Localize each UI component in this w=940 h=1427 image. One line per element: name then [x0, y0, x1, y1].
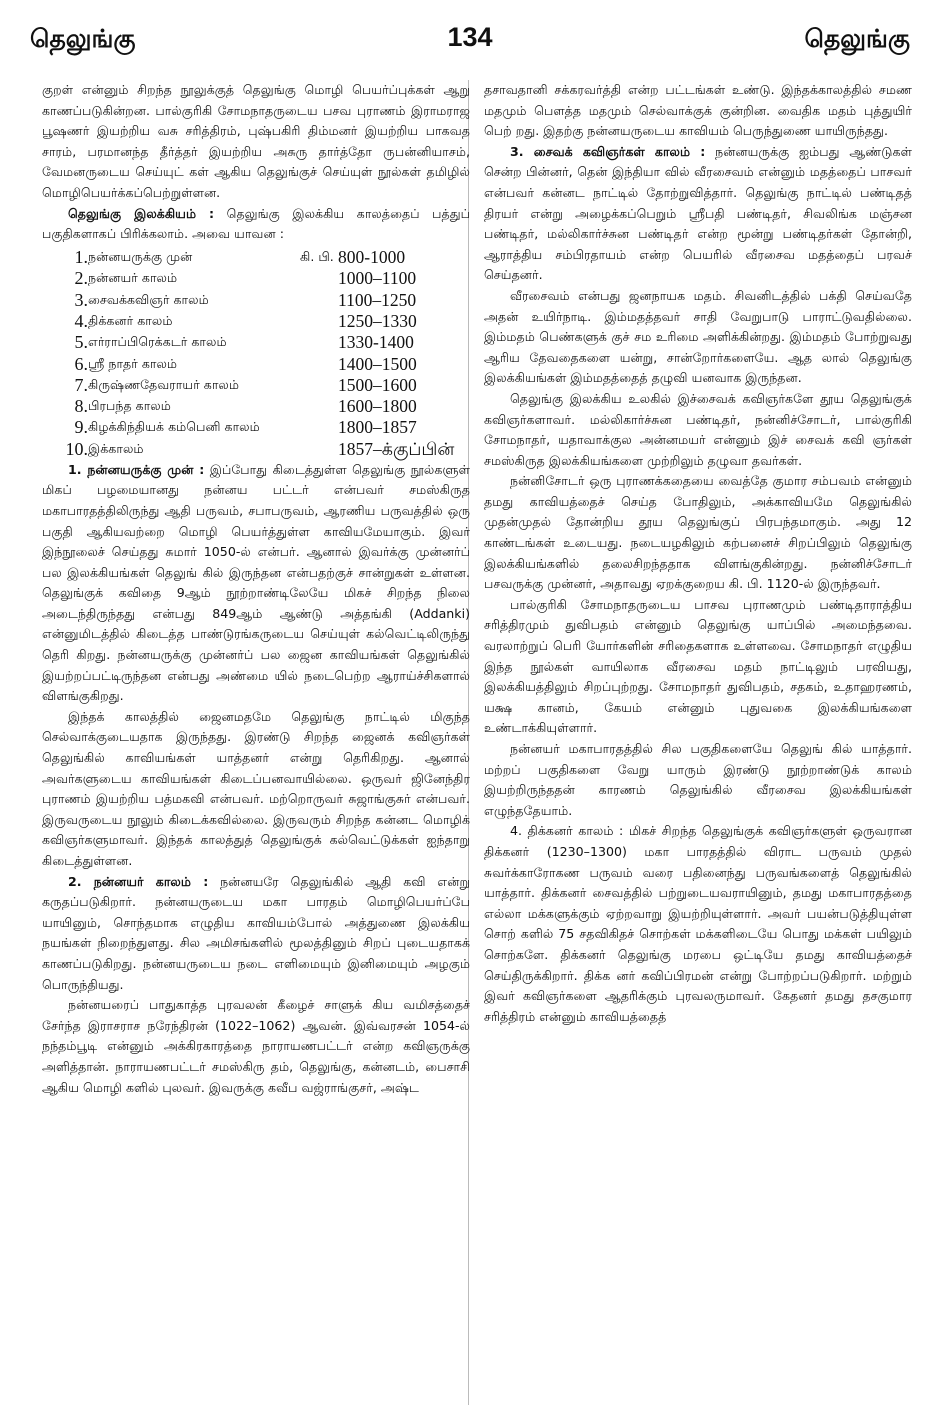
paragraph-lead: 1. நன்னயருக்கு முன் :	[68, 461, 205, 477]
period-row	[64, 268, 464, 289]
paragraph-jaina-period: இந்தக் காலத்தில் ஜைனமதமே தெலுங்கு நாட்டில் மிகுந்த செல்வாக்குடையதாக இருந்தது. இரண்டு சிறந்த ஜைனக் கவிஞர்கள் தெலுங்கில் காவியங்கள் யாத்தனர் என்று தெரிகிறது. ஆனால் அவர்களுடைய காவியங்கள் கிடைப்பனவாயில்லை. ஒருவர் ஜினேந்திர புராணம் இயற்றிய பத்மகவி என்பவர். மற்றொருவர் சுஜாங்குசுர் என்பவர். இருவருடைய நூலும் கிடைக்கவில்லை. இருவரும் சிறந்த கன்னட மொழிக் கவிஞர்களுமாவர். இந்தக் காலத்துத் தெலுங்குக் கல்வெட்டுக்கள் ஐந்தாறு கிடைத்துள்ளன.	[42, 708, 470, 868]
period-number: 5.	[74, 332, 88, 353]
period-number: 1.	[74, 247, 88, 268]
period-years: 1330-1400	[338, 332, 414, 353]
paragraph-lead: 3. சைவக் கவிஞர்கள் காலம் :	[510, 143, 706, 159]
paragraph-nannaya-period	[42, 872, 470, 996]
period-years: 1100–1250	[338, 289, 417, 310]
paragraph-before-nannaya	[42, 460, 470, 707]
period-number: 9.	[74, 417, 88, 438]
page-header	[30, 22, 910, 66]
period-years: 1250–1330	[338, 310, 417, 331]
period-name: கிழக்கிந்தியக் கம்பெனி காலம்	[88, 419, 260, 435]
period-row	[64, 332, 464, 353]
section-heading: தெலுங்கு இலக்கியம் :	[68, 205, 215, 221]
period-years: 1800–1857	[338, 417, 417, 438]
period-row	[64, 438, 464, 459]
period-name: நன்னயருக்கு முன்	[88, 249, 193, 265]
period-row	[64, 396, 464, 417]
period-era	[300, 353, 338, 374]
paragraph-shaiva-poets	[484, 142, 912, 286]
period-number: 8.	[74, 396, 88, 417]
period-era	[300, 375, 338, 396]
period-name: எர்ராப்பிரெக்கடர் காலம்	[88, 334, 227, 350]
period-era	[300, 438, 338, 459]
period-row	[64, 375, 464, 396]
period-number: 3.	[74, 289, 88, 310]
left-column	[42, 80, 470, 1098]
running-title-left: தெலுங்கு	[30, 24, 136, 53]
period-years: 1000–1100	[338, 268, 417, 289]
paragraph-mahabharata: நன்னயர் மகாபாரதத்தில் சில பகுதிகளையே தெலுங் கில் யாத்தார். மற்றப் பகுதிகளை வேறு யாரும் இரண்டு நூற்றாண்டுக் காலம் இயற்றிருந்ததன் காரணம் தெலுங்கில் வீரசைவ இலக்கியங்கள் எழுந்ததேயாம்.	[484, 741, 912, 818]
period-era	[300, 417, 338, 438]
intro-paragraph: குறள் என்னும் சிறந்த நூலுக்குத் தெலுங்கு மொழி பெயர்ப்புக்கள் ஆறு காணப்படுகின்றன. பால்குரிகி சோமநாதருடைய பசவ புராணம் இராமராஜ பூஷணர் இயற்றிய வசு சரித்திரம், புஷ்பகிரி திம்மனர் இயற்றிய பாகவத சாரம், பரமானந்த தீர்த்தர் இயற்றிய அசுரு தார்த்தோ ருபன்னியாசம், வேமனருடைய செய்யுட் கள் ஆகிய தெலுங்குச் செய்யுள் நூல்கள் தமிழில் மொழிபெயர்க்கப்பெற்றுள்ளன.	[42, 82, 470, 200]
paragraph-patron: நன்னயரைப் பாதுகாத்த புரவலன் கீழைச் சாளுக் கிய வமிசத்தைச் சேர்ந்த இராசராச நரேந்திரன் (1022–1062) ஆவன். இவ்வரசன் 1054-ல் நந்தம்பூடி என்னும் அக்கிரகாரத்தை நாராயணபட்டர் என்ற கவிஞருக்கு அளித்தான். நாராயணபட்டர் சமஸ்கிரு தம், தெலுங்கு, கன்னடம், பைசாசி ஆகிய மொழி களில் புலவர். இவருக்கு கவீப வஜ்ராங்குசர், அஷ்ட	[42, 997, 470, 1095]
paragraph-pure-telugu-poets: தெலுங்கு இலக்கிய உலகில் இச்சைவக் கவிஞர்களே தூய தெலுங்குக் கவிஞர்களாவர். மல்லிகார்ச்சுன பண்டிதர், நன்னிச்சோடர், பால்குரிகி சோமநாதர், யதாவாக்குல அன்னமயர் என்னும் இச் சைவக் கவி ஞர்கள் சமஸ்கிருத இலக்கியங்களை முற்றிலும் தழுவா தவர்கள்.	[484, 390, 912, 468]
period-era	[300, 289, 338, 310]
period-years: 1857–க்குப்பின்	[338, 438, 455, 459]
period-name: திக்கனர் காலம்	[88, 312, 173, 328]
period-name: கிருஷ்ணதேவராயர் காலம்	[88, 376, 239, 392]
period-number: 10.	[65, 438, 88, 459]
period-era	[300, 332, 338, 353]
period-name: சைவக்கவிஞர் காலம்	[88, 291, 209, 307]
period-era: கி. பி.	[300, 249, 334, 265]
paragraph-lead: 2. நன்னயர் காலம் :	[68, 873, 209, 889]
period-number: 4.	[74, 310, 88, 331]
periods-table	[64, 247, 464, 460]
period-row	[64, 247, 464, 268]
literature-section-intro	[42, 204, 470, 245]
period-years: 1500–1600	[338, 374, 417, 395]
period-name: நன்னயர் காலம்	[88, 270, 178, 286]
paragraph-tikkana-period: 4. திக்கனர் காலம் : மிகச் சிறந்த தெலுங்குக் கவிஞர்களுள் ஒருவரான திக்கனர் (1230–1300) மகா பாரதத்தில் விராட பருவம் முதல் சுவர்க்காரோகண பருவம் வரை பதினைந்து பருவங்களைத் தெலுங்கில் யாத்தார். திக்கனர் சைவத்தில் பற்றுடையவராயினும், தமது மகாபாரதத்தை எல்லா மக்களுக்கும் ஏற்றவாறு இயற்றியுள்ளார். அவர் பயன்படுத்தியுள்ள சொற் களில் 75 சதவிகிதச் சொற்கள் மக்களிடையே பொது மக்கள் பயிலும் சொற்களே. திக்கனர் தெலுங்கு மரபை ஒட்டியே தமது காவியத்தைச் செய்திருக்கிறார். திக்க னர் கவிப்பிரமன் என்று போற்றப்படுகிறார். மற்றும் இவர் கவிஞர்களை ஆதரிக்கும் புரவலருமாவர். கேதனர் தமது தசகுமார சரித்திரம் என்னும் காவியத்தைத்	[484, 823, 912, 1024]
paragraph-text: இப்போது கிடைத்துள்ள தெலுங்கு நூல்களுள் மிகப் பழமையானது நன்னய பட்டர் என்பவர் சமஸ்கிருத மகாபாரதத்திலிருந்து ஆதி பருவம், சபாபருவம், ஆரணிய பருவத்தில் ஒரு பகுதி ஆகியவற்றை மொழி பெயர்த்துள்ள காவியமேயாகும். இவர் இந்நூலைச் செய்தது சுமார் 1050-ல் என்பர். ஆனால் இவர்க்கு முன்னர்ப் பல இலக்கியங்கள் தெலுங் கில் இருந்தன என்பதற்குச் சான்றுகள் உள்ளன. தெலுங்குக் கவிதை 9ஆம் நூற்றாண்டிலேயே மிகச் சிறந்த நிலை அடைந்திருந்தது என்பது 849ஆம் ஆண்டு அத்தங்கி (Addanki) என்னுமிடத்தில் கிடைத்த பாண்டுரங்கருடைய செய்யுள் கல்வெட்டிலிருந்து தெரி கிறது. நன்னயருக்கு முன்னர்ப் பல ஜைன காவியங்கள் தெலுங்கில் இயற்றப்பட்டிருந்தன என்பது அண்மை யில் நடைபெற்ற ஆராய்ச்சிகளால் விளங்குகிறது.	[42, 461, 470, 704]
right-column	[484, 80, 912, 1027]
period-number: 7.	[74, 374, 88, 395]
period-name: ஸ்ரீ நாதர் காலம்	[88, 355, 178, 371]
paragraph-nannichodar: நன்னிசோடர் ஒரு புராணக்கதையை வைத்தே குமார சம்பவம் என்னும் தமது காவியத்தைச் செய்த போதிலும், அக்காவியமே தெலுங்கில் முதன்முதல் தோன்றிய தூய தெலுங்குப் பிரபந்தமாகும். அது 12 காண்டங்கள் உடையது. நடையழகிலும் கற்பனைச் சிறப்பிலும் தெலுங்கு இலக்கியங்களில் தலைசிறந்ததாக விளங்குகின்றது. நன்னிச்சோடர் பசவருக்கு முன்னர், அதாவது ஏறக்குறைய கி. பி. 1120-ல் இருந்தவர்.	[484, 473, 912, 592]
period-era	[300, 268, 338, 289]
paragraph-text: நன்னயருக்கு ஐம்பது ஆண்டுகள் சென்ற பின்னர், தென் இந்தியா வில் வீரசைவம் என்னும் மதத்தைப் பாசவர் என்பவர் கன்னட நாட்டில் தோற்றுவித்தார். தெலுங்கு நாட்டில் பண்டிதத் திரயர் என்று அழைக்கப்பெறும் ஸ்ரீபதி பண்டிதர், சிவலிங்க மஞ்சன பண்டிதர், மல்லிகார்ச்சுன பண்டிதர் என்ற மூன்று பண்டிதர்கள் தோன்றி, ஆராத்திய சம்பிரதாயம் என்ற பெயரில் வீரசைவ மதத்தைப் பரவச் செய்தனர்.	[484, 143, 912, 283]
period-number: 6.	[74, 353, 88, 374]
period-era	[300, 396, 338, 417]
period-number: 2.	[74, 268, 88, 289]
period-years: 1600–1800	[338, 396, 417, 417]
section-intro-text: தெலுங்கு இலக்கிய காலத்தைப் பத்துப் பகுதிகளாகப் பிரிக்கலாம். அவை யாவன :	[42, 205, 471, 242]
period-years: 800-1000	[338, 247, 406, 268]
period-name: இக்காலம்	[88, 440, 144, 456]
period-row	[64, 311, 464, 332]
period-years: 1400–1500	[338, 353, 417, 374]
paragraph-somanathar: பால்குரிகி சோமநாதருடைய பாசவ புராணமும் பண்டிதாராத்திய சரித்திரமும் துவிபதம் என்னும் தெலுங்கு யாப்பில் அமைந்தவை. வரலாற்றுப் பெரி யோர்களின் சரிதைகளாக உள்ளவை. சோமநாதர் எழுதிய இந்த நூல்கள் வாயிலாக வீரசைவ மதம் நாட்டிலும் பரவியது, இலக்கியத்திலும் சிறப்புற்றது. சோமநாதர் துவிபதம், சதகம், உதாஹரணம், யக்ஷ கானம், கேயம் என்னும் புதுவகை இலக்கியங்களை உண்டாக்கியுள்ளார்.	[484, 596, 912, 736]
page-number: 134	[447, 22, 493, 52]
period-era	[300, 311, 338, 332]
paragraph-veerashaiva: வீரசைவம் என்பது ஜனநாயக மதம். சிவனிடத்தில் பக்தி செய்வதே அதன் உயிர்நாடி. இம்மதத்தவர் சாதி வேறுபாடு பாராட்டுவதில்லை. இம்மதம் பெண்களுக் குச் சம உரிமை அளிக்கின்றது. இம்மதம் போற்றுவது ஆரிய தேவதைகளை யன்று, சான்றோர்களையே. ஆத லால் தெலுங்கு இலக்கியங்கள் இம்மதத்தைத் தழுவி யனவாக இருந்தன.	[484, 287, 912, 386]
period-row	[64, 417, 464, 438]
period-row	[64, 353, 464, 374]
period-name: பிரபந்த காலம்	[88, 398, 171, 414]
paragraph-text: நன்னயரே தெலுங்கில் ஆதி கவி என்று கருதப்படுகிறார். நன்னயருடைய மகா பாரதம் மொழிபெயர்ப்பே யாயினும், சொந்தமாக எழுதிய காவியம்போல் அத்துணை இலக்கிய நயங்கள் நிறைந்துளது. சில அமிசங்களில் மூலத்தினும் சிறப் புடையதாகக் காணப்படுகிறது. நன்னயருடைய நடை எளிமையும் இனிமையும் அழகும் பொருந்தியது.	[42, 873, 471, 992]
paragraph-continuation: தசாவதானி சக்கரவர்த்தி என்ற பட்டங்கள் உண்டு. இந்தக்காலத்தில் சமண மதமும் பௌத்த மதமும் செல்வாக்குக் குன்றின. வைதிக மதம் புத்துயிர் பெற் றது. இதற்கு நன்னயருடைய காவியம் பெருந்துணை யாயிருந்தது.	[484, 82, 912, 139]
period-row	[64, 289, 464, 310]
running-title-right: தெலுங்கு	[804, 24, 910, 53]
